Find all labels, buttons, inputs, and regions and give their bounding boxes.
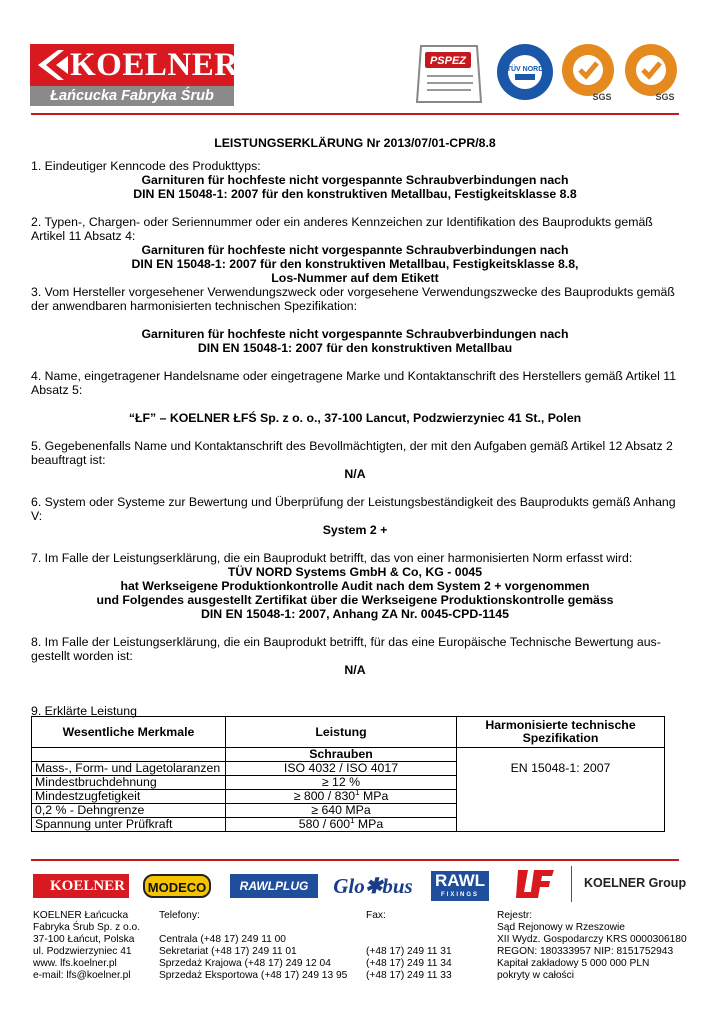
footer-logo-rawlplug: RAWLPLUG — [230, 874, 318, 898]
footer-website[interactable]: www. lfs.koelner.pl — [33, 958, 117, 969]
sgs-label-1: SGS — [592, 92, 612, 102]
footer-line: Fax: — [366, 910, 386, 921]
row-leistung: ≥ 640 MPa — [226, 804, 457, 818]
footer-line: pokryty w całości — [497, 970, 574, 981]
footer-line: Sekretariat (+48 17) 249 11 01 — [159, 946, 297, 957]
table-group-row — [32, 748, 665, 762]
section-3-bold-1: Garnituren für hochfeste nicht vorgespannte Schraubverbindungen nach — [141, 327, 569, 341]
section-3-bold-2: DIN EN 15048-1: 2007 für den konstruktiven Metallbau — [197, 341, 513, 355]
section-2-bold-1: Garnituren für hochfeste nicht vorgespannte Schraubverbindungen nach — [141, 243, 569, 257]
section-4-line-2: Absatz 5: — [31, 383, 83, 397]
footer-logo-koelner: KOELNER — [33, 874, 129, 898]
section-5-bold-1: N/A — [344, 467, 366, 481]
footer-line: Rejestr: — [497, 910, 533, 921]
header-divider — [31, 113, 679, 115]
group-schrauben: Schrauben — [226, 748, 457, 762]
footer-line: KOELNER Łańcucka — [33, 910, 129, 921]
group-empty-right — [457, 748, 665, 762]
section-6-bold-1: System 2 + — [322, 523, 388, 537]
row-leistung: ≥ $800 / 830^1$ MPa — [226, 790, 457, 804]
section-5-line-1: 5. Gegebenenfalls Name und Kontaktanschrift des Bevollmächtigten, der mit den Aufgaben gemäß Artikel 12 Absatz 2 — [31, 439, 673, 453]
footer-line: Centrala (+48 17) 249 11 00 — [159, 934, 286, 945]
section-7-line-1: 7. Im Falle der Leistungserklärung, die ein Bauprodukt betrifft, das von einer harmonisierten Norm erfasst wird: — [31, 551, 633, 565]
rawl-label: RAWL — [434, 871, 486, 890]
header-spezifikation: Harmonisierte technische Spezifikation — [457, 717, 665, 748]
footer-line: Sprzedaż Krajowa (+48 17) 249 12 04 — [159, 958, 331, 969]
section-7-bold-3: und Folgendes ausgestellt Zertifikat über die Werkseigene Produktionskontrolle gemäss — [96, 593, 614, 607]
footer-line: Fabryka Śrub Sp. z o.o. — [33, 922, 141, 933]
sgs-badge-2 — [621, 42, 681, 102]
table-header-row — [32, 717, 665, 748]
row-merkmal: 0,2 % - Dehngrenze — [32, 804, 226, 818]
section-8-line-2: gestellt worden ist: — [31, 649, 133, 663]
chevron-logo-icon — [36, 48, 70, 82]
footer-logo-koelner-group: KOELNER Group — [584, 876, 687, 890]
section-5-line-2: beauftragt ist: — [31, 453, 106, 467]
logo-brand: KOELNER — [70, 47, 239, 83]
row-merkmal: Mass-, Form- und Lagetolaranzen — [32, 762, 226, 776]
footer-logo-separator — [571, 866, 572, 902]
row-merkmal: Mindestzugfetigkeit — [32, 790, 226, 804]
footer-line: ul. Podzwierzyniec 41 — [33, 946, 132, 957]
footer-line: Telefony: — [159, 910, 200, 921]
logo-subtitle: Łańcucka Fabryka Śrub — [30, 86, 234, 106]
footer-line: (+48 17) 249 11 34 — [366, 958, 452, 969]
footer-line: XII Wydz. Gospodarczy KRS 0000306180 — [497, 934, 687, 945]
section-4-bold-1: “ŁF” – KOELNER ŁFŚ Sp. z o. o., 37-100 Lancut, Podzwierzyniec 41 St., Polen — [128, 411, 582, 425]
tuv-label: TÜV NORD — [506, 66, 544, 73]
rawl-fixings-label: FIXINGS — [440, 892, 479, 898]
section-8-bold-1: N/A — [344, 663, 366, 677]
koelner-logo — [30, 44, 239, 106]
spec-cell: EN 15048-1: 2007 — [457, 762, 665, 832]
header-merkmale: Wesentliche Merkmale — [32, 717, 226, 748]
footer-divider — [31, 859, 679, 861]
footer-email[interactable]: e-mail: lfs@koelner.pl — [33, 970, 131, 981]
footer-logo-globus: Glo✱bus — [333, 874, 413, 898]
section-7-bold-2: hat Werkseigene Produktionkontrolle Audit nach dem System 2 + vorgenommen — [120, 579, 590, 593]
section-2-line-2: Artikel 11 Absatz 4: — [31, 229, 136, 243]
table-row — [32, 762, 665, 776]
section-8-line-1: 8. Im Falle der Leistungserklärung, die ein Bauprodukt betrifft, für das eine Europäische Technische Bewertung aus- — [31, 635, 661, 649]
section-1-bold-1: Garnituren für hochfeste nicht vorgespannte Schraubverbindungen nach — [141, 173, 569, 187]
section-7-bold-1: TÜV NORD Systems GmbH & Co, KG - 0045 — [227, 565, 483, 579]
section-2-line-1: 2. Typen-, Chargen- oder Seriennummer oder ein anderes Kennzeichen zur Identifikation des Bauprodukts gemäß — [31, 215, 653, 229]
section-7-bold-4: DIN EN 15048-1: 2007, Anhang ZA Nr. 0045-CPD-1145 — [200, 607, 509, 621]
tuv-nord-badge — [495, 42, 555, 102]
doc-title: LEISTUNGSERKLÄRUNG Nr 2013/07/01-CPR/8.8 — [214, 136, 496, 150]
row-leistung: ≥ 12 % — [226, 776, 457, 790]
row-merkmal: Mindestbruchdehnung — [32, 776, 226, 790]
section-1: 1. Eindeutiger Kenncode des Produkttyps: — [31, 159, 261, 173]
footer-logo-modeco: MODECO — [143, 874, 211, 898]
section-3-line-1: 3. Vom Hersteller vorgesehener Verwendungszweck oder vorgesehene Verwendungszwecke des Bauprodukts gemäß — [31, 285, 675, 299]
footer-line: Sprzedaż Eksportowa (+48 17) 249 13 95 — [159, 970, 348, 981]
footer-line: (+48 17) 249 11 31 — [366, 946, 452, 957]
row-merkmal: Spannung unter Prüfkraft — [32, 818, 226, 832]
section-9: 9. Erklärte Leistung — [31, 704, 137, 718]
footer-logo-rawl — [431, 871, 489, 901]
section-6-line-2: V: — [31, 509, 43, 523]
row-leistung: ISO 4032 / ISO 4017 — [226, 762, 457, 776]
header-leistung: Leistung — [226, 717, 457, 748]
section-2-bold-3: Los-Nummer auf dem Etikett — [271, 271, 439, 285]
pspez-badge — [413, 42, 485, 106]
sgs-label-2: SGS — [655, 92, 675, 102]
footer-line: REGON: 180333957 NIP: 8151752943 — [497, 946, 674, 957]
footer-line: Sąd Rejonowy w Rzeszowie — [497, 922, 625, 933]
section-6-line-1: 6. System oder Systeme zur Bewertung und Überprüfung der Leistungsbeständigkeit des Bauprodukts gemäß Anhang — [31, 495, 676, 509]
sgs-badge-1 — [558, 42, 618, 102]
row-leistung: $580 / 600^1$ MPa — [226, 818, 457, 832]
footer-line: 37-100 Łańcut, Polska — [33, 934, 135, 945]
pspez-label: PSPEZ — [429, 55, 467, 67]
lf-logo-icon — [514, 866, 558, 900]
footer-line: Kapitał zakładowy 5 000 000 PLN — [497, 958, 650, 969]
section-4-line-1: 4. Name, eingetragener Handelsname oder eingetragene Marke und Kontaktanschrift des Herstellers gemäß Artikel 11 — [31, 369, 677, 383]
performance-table — [31, 716, 665, 832]
section-1-bold-2: DIN EN 15048-1: 2007 für den konstruktiven Metallbau, Festigkeitsklasse 8.8 — [133, 187, 577, 201]
footer-line: (+48 17) 249 11 33 — [366, 970, 452, 981]
section-3-line-2: der anwendbaren harmonisierten technischen Spezifikation: — [31, 299, 358, 313]
section-2-bold-2: DIN EN 15048-1: 2007 für den konstruktiven Metallbau, Festigkeitsklasse 8.8, — [131, 257, 579, 271]
group-empty-left — [32, 748, 226, 762]
